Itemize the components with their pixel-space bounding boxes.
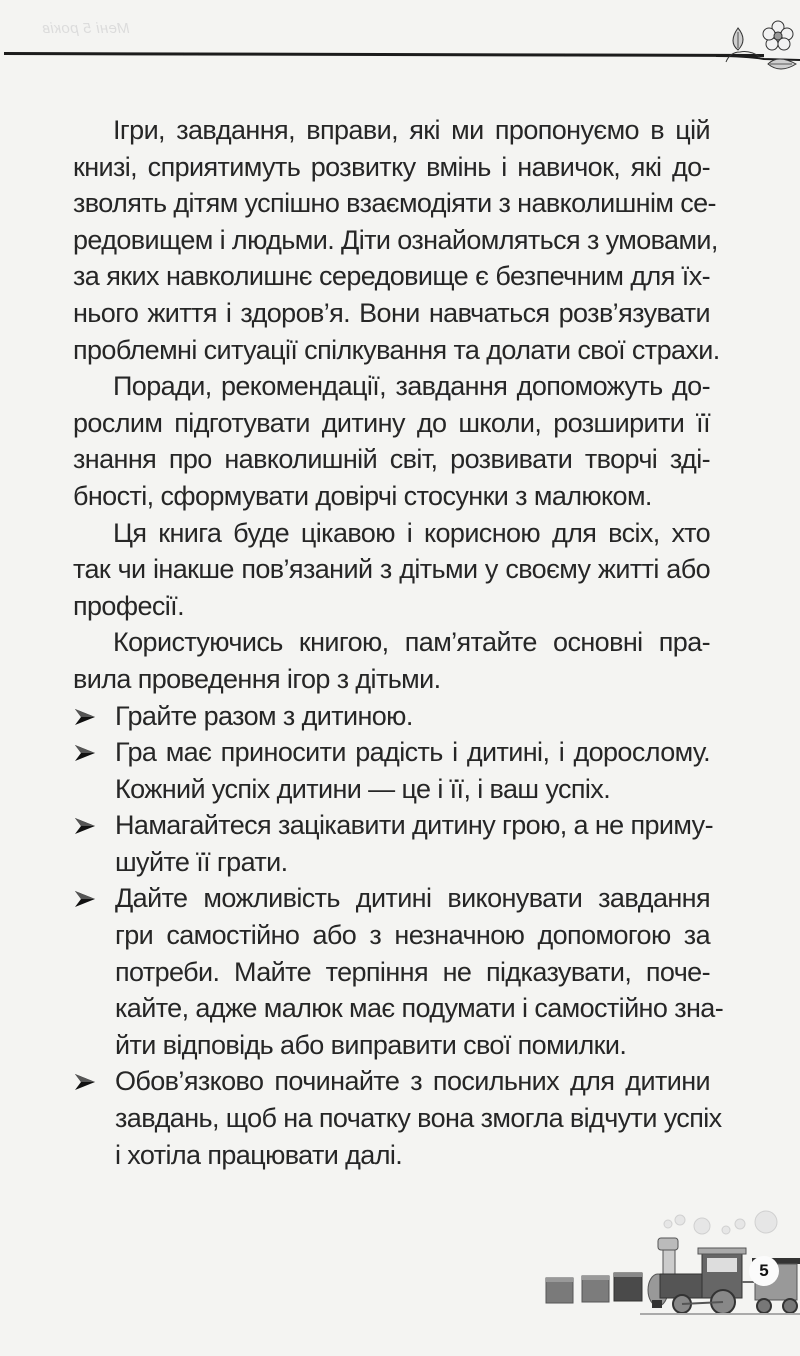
arrowhead-bullet-icon [73,889,97,909]
text-line: гри самостійно або з незначною допомогою за [115,920,710,951]
text-line: Грайте разом з дитиною. [115,700,413,731]
text-line: зволять дітям успішно взаємодіяти з навколишнім се- [73,188,716,219]
text-line: Дайте можливість дитині виконувати завдання [115,883,710,914]
text-line: Гра має приносити радість і дитині, і дорослому. [115,737,710,768]
text-line: Обов’язково починайте з посильних для дитини [115,1066,710,1097]
text-line: проблемні ситуації спілкування та долати свої страхи. [73,334,720,365]
text-line: книзі, сприятимуть розвитку вмінь і навичок, які до- [73,151,710,182]
paragraph [73,624,710,697]
rule-item [73,880,724,1063]
rule-item [73,1063,722,1173]
paragraph [73,515,710,625]
text-line: вила проведення ігор з дітьми. [73,663,441,694]
text-line: йти відповідь або виправити свої помилки. [115,1029,627,1060]
text-line: завдань, щоб на початку вона змогла відчути успіх [115,1103,722,1134]
body-text [73,112,724,1173]
page-number: 5 [749,1256,779,1286]
text-line: Ігри, завдання, вправи, які ми пропонуємо в цій [113,115,710,145]
rule-item [73,734,710,807]
bleed-through-header: Мені 5 років [42,20,130,37]
text-line: шуйте її грати. [115,846,288,877]
flower-vine-icon [716,18,800,78]
paragraph [73,368,710,514]
text-line: Ця книга буде цікавою і корисною для всіх, хто [113,517,710,548]
text-line: кайте, адже малюк має подумати і самостійно зна- [115,993,724,1024]
rule-item [73,807,713,880]
text-line: Користуючись книгою, пам’ятайте основні пра- [113,627,710,658]
text-line: нього життя і здоров’я. Вони навчаться розв’язувати [73,297,710,328]
rule-item [73,698,710,735]
text-line: за яких навколишнє середовище є безпечним для їх- [73,261,710,292]
rules-list [73,698,724,1174]
arrowhead-bullet-icon [73,707,97,727]
text-line: редовищем і людьми. Діти ознайомляться з умовами, [73,224,718,255]
paragraph [73,112,720,368]
text-line: потреби. Майте терпіння не підказувати, поче- [115,956,710,987]
text-line: Кожний успіх дитини — це і її, і ваш успіх. [115,773,611,804]
text-line: професії. [73,590,184,621]
text-line: знання про навколишній світ, розвивати творчі зді- [73,444,710,475]
text-line: Поради, рекомендації, завдання допоможуть до- [113,371,710,402]
header-rule [4,52,764,57]
text-line: рослим підготувати дитину до школи, розширити її [73,407,710,438]
text-line: бності, сформувати довірчі стосунки з малюком. [73,480,652,511]
text-line: Намагайтеся зацікавити дитину грою, а не приму- [115,810,713,841]
text-line: і хотіла працювати далі. [115,1139,403,1170]
arrowhead-bullet-icon [73,1072,97,1092]
arrowhead-bullet-icon [73,816,97,836]
arrowhead-bullet-icon [73,743,97,763]
text-line: так чи інакше пов’язаний з дітьми у своєму житті або [73,554,710,585]
